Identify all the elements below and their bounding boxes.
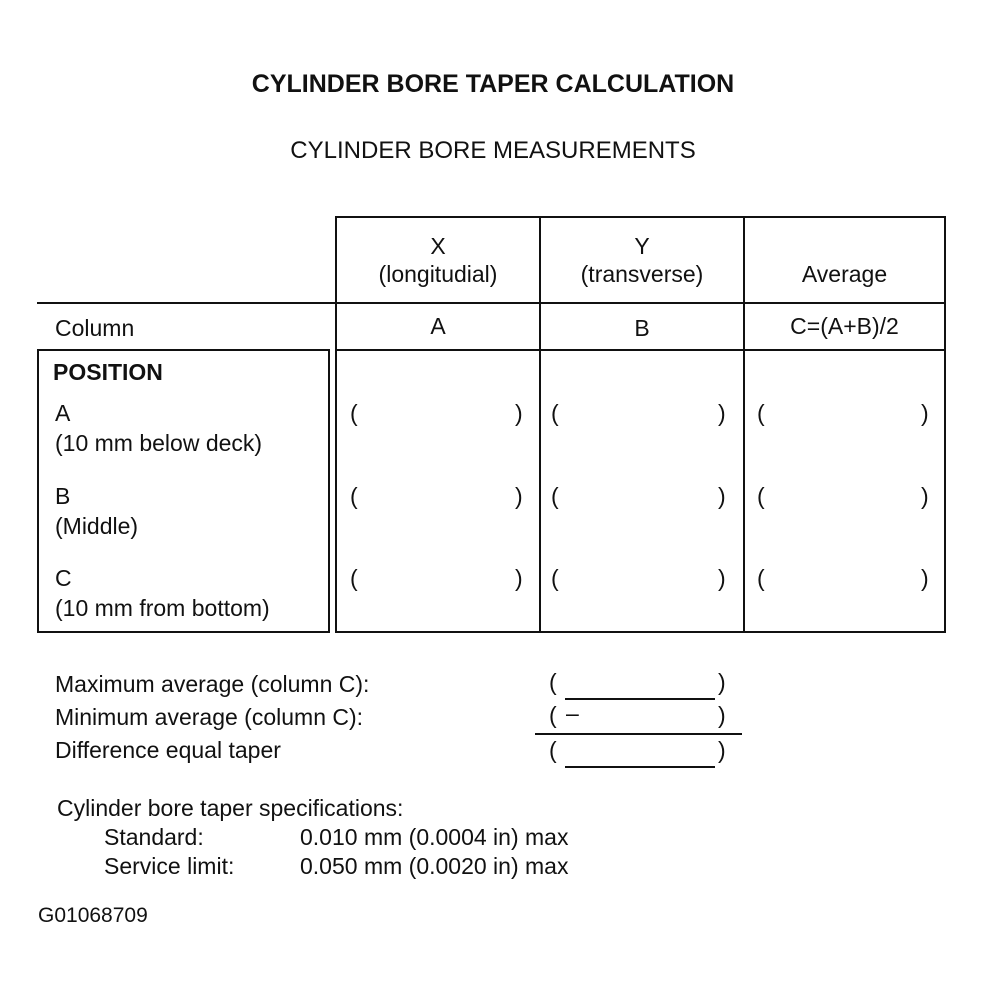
min-average-close: ) bbox=[718, 702, 726, 728]
min-average-open: ( bbox=[549, 702, 557, 728]
min-average-label: Minimum average (column C): bbox=[55, 704, 364, 730]
column-letter-c: C=(A+B)/2 bbox=[790, 313, 899, 339]
header-x-letter: X bbox=[430, 233, 446, 259]
max-average-open: ( bbox=[549, 669, 557, 695]
difference-blank bbox=[565, 751, 715, 768]
minus-sign: – bbox=[566, 700, 579, 726]
cell-b-avg-close: ) bbox=[921, 483, 929, 509]
column-letter-a: A bbox=[430, 313, 446, 339]
cell-a-avg-close: ) bbox=[921, 400, 929, 426]
cell-a-x-close: ) bbox=[515, 400, 523, 426]
header-y bbox=[541, 232, 743, 288]
specs-heading: Cylinder bore taper specifications: bbox=[57, 795, 404, 821]
cell-a-x-open: ( bbox=[350, 400, 358, 426]
row-a-desc: (10 mm below deck) bbox=[55, 430, 263, 456]
cell-b-y-close: ) bbox=[718, 483, 726, 509]
cell-a-y-open: ( bbox=[551, 400, 559, 426]
cell-c-x-open: ( bbox=[350, 565, 358, 591]
cell-a-avg-open: ( bbox=[757, 400, 765, 426]
row-b-letter: B bbox=[55, 483, 71, 509]
max-average-label: Maximum average (column C): bbox=[55, 671, 370, 697]
cell-b-x-close: ) bbox=[515, 483, 523, 509]
header-y-desc: (transverse) bbox=[580, 261, 704, 287]
row-b-desc: (Middle) bbox=[55, 513, 139, 539]
difference-close: ) bbox=[718, 737, 726, 763]
standard-label: Standard: bbox=[104, 824, 204, 850]
page-title: CYLINDER BORE TAPER CALCULATION bbox=[251, 70, 735, 98]
subtraction-rule bbox=[535, 733, 742, 735]
row-c-letter: C bbox=[55, 565, 72, 591]
cell-b-avg-open: ( bbox=[757, 483, 765, 509]
cell-c-avg-close: ) bbox=[921, 565, 929, 591]
row-c-desc: (10 mm from bottom) bbox=[55, 595, 270, 621]
difference-open: ( bbox=[549, 737, 557, 763]
max-average-blank bbox=[565, 683, 715, 700]
service-limit-label: Service limit: bbox=[104, 853, 235, 879]
header-x-desc: (longitudial) bbox=[378, 261, 498, 287]
row-a-letter: A bbox=[55, 400, 71, 426]
position-title: POSITION bbox=[53, 359, 163, 385]
cell-b-x-open: ( bbox=[350, 483, 358, 509]
cell-c-y-close: ) bbox=[718, 565, 726, 591]
page-subtitle: CYLINDER BORE MEASUREMENTS bbox=[290, 137, 696, 164]
difference-label: Difference equal taper bbox=[55, 737, 281, 763]
column-letter-b: B bbox=[634, 315, 650, 341]
header-x bbox=[337, 232, 539, 288]
cell-c-y-open: ( bbox=[551, 565, 559, 591]
cell-b-y-open: ( bbox=[551, 483, 559, 509]
max-average-close: ) bbox=[718, 669, 726, 695]
header-average: Average bbox=[801, 261, 888, 287]
header-y-letter: Y bbox=[634, 233, 650, 259]
column-label: Column bbox=[55, 315, 135, 341]
standard-value: 0.010 mm (0.0004 in) max bbox=[300, 824, 569, 850]
cell-c-avg-open: ( bbox=[757, 565, 765, 591]
cell-c-x-close: ) bbox=[515, 565, 523, 591]
figure-id: G01068709 bbox=[38, 904, 148, 927]
service-limit-value: 0.050 mm (0.0020 in) max bbox=[300, 853, 569, 879]
cell-a-y-close: ) bbox=[718, 400, 726, 426]
